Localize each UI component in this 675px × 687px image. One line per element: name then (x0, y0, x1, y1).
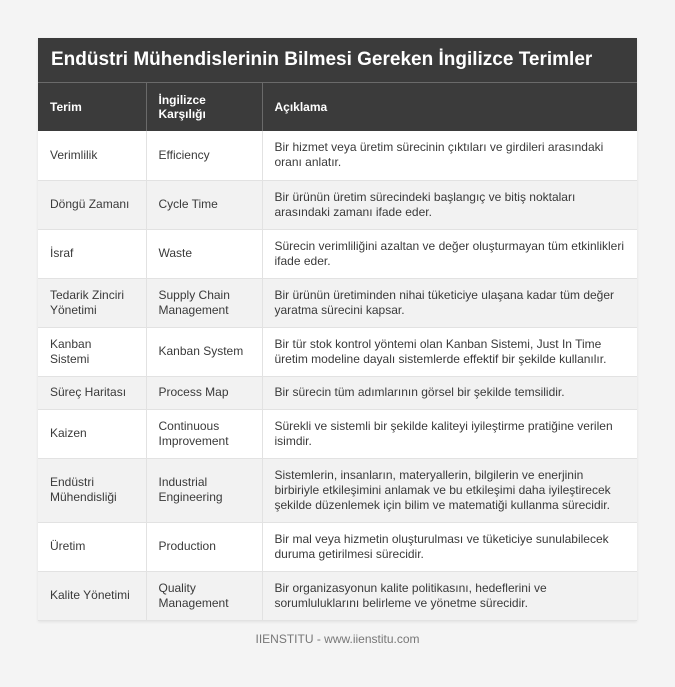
table-header-row (38, 83, 637, 132)
table-row (38, 278, 637, 327)
table-row (38, 376, 637, 409)
header-description: Açıklama (262, 83, 637, 132)
header-term: Terim (38, 83, 146, 132)
table-row (38, 180, 637, 229)
cell-term: Endüstri Mühendisliği (38, 458, 146, 522)
cell-term: İsraf (38, 229, 146, 278)
header-english: İngilizce Karşılığı (146, 83, 262, 132)
table-row (38, 131, 637, 180)
cell-description: Bir ürünün üretim sürecindeki başlangıç ve bitiş noktaları arasındaki zamanı ifade eder. (262, 180, 637, 229)
cell-english: Efficiency (146, 131, 262, 180)
cell-description: Bir organizasyonun kalite politikasını, hedeflerini ve sorumluluklarını belirleme ve yönetme sürecidir. (262, 571, 637, 620)
cell-description: Bir mal veya hizmetin oluşturulması ve tüketiciye sunulabilecek duruma getirilmesi sürecidir. (262, 522, 637, 571)
cell-term: Üretim (38, 522, 146, 571)
cell-description: Sistemlerin, insanların, materyallerin, bilgilerin ve enerjinin birbiriyle etkileşimini anlamak ve bu etkileşimi daha iyileştirecek şekilde düzenlemek için bilim ve matematiği kullanma sürecidir. (262, 458, 637, 522)
terms-table (38, 82, 637, 621)
cell-description: Sürekli ve sistemli bir şekilde kaliteyi iyileştirme pratiğine verilen isimdir. (262, 409, 637, 458)
cell-english: Continuous Improvement (146, 409, 262, 458)
cell-description: Bir ürünün üretiminden nihai tüketiciye ulaşana kadar tüm değer yaratma sürecini kapsar. (262, 278, 637, 327)
cell-description: Bir sürecin tüm adımlarının görsel bir şekilde temsilidir. (262, 376, 637, 409)
cell-description: Sürecin verimliliğini azaltan ve değer oluşturmayan tüm etkinlikleri ifade eder. (262, 229, 637, 278)
cell-english: Cycle Time (146, 180, 262, 229)
cell-english: Process Map (146, 376, 262, 409)
cell-english: Supply Chain Management (146, 278, 262, 327)
table-row (38, 458, 637, 522)
cell-english: Kanban System (146, 327, 262, 376)
terms-card (38, 38, 637, 621)
footer-credit: IIENSTITU - www.iienstitu.com (255, 632, 420, 646)
cell-term: Kalite Yönetimi (38, 571, 146, 620)
cell-term: Kanban Sistemi (38, 327, 146, 376)
cell-english: Production (146, 522, 262, 571)
cell-term: Döngü Zamanı (38, 180, 146, 229)
table-row (38, 327, 637, 376)
cell-term: Süreç Haritası (38, 376, 146, 409)
cell-term: Verimlilik (38, 131, 146, 180)
page-title: Endüstri Mühendislerinin Bilmesi Gereken İngilizce Terimler (38, 38, 637, 82)
cell-english: Quality Management (146, 571, 262, 620)
cell-term: Kaizen (38, 409, 146, 458)
table-row (38, 522, 637, 571)
table-row (38, 229, 637, 278)
table-row (38, 571, 637, 620)
cell-term: Tedarik Zinciri Yönetimi (38, 278, 146, 327)
cell-description: Bir tür stok kontrol yöntemi olan Kanban Sistemi, Just In Time üretim modeline dayalı sistemlerde effektif bir şekilde kullanılır. (262, 327, 637, 376)
cell-english: Industrial Engineering (146, 458, 262, 522)
table-row (38, 409, 637, 458)
cell-description: Bir hizmet veya üretim sürecinin çıktıları ve girdileri arasındaki oranı anlatır. (262, 131, 637, 180)
cell-english: Waste (146, 229, 262, 278)
